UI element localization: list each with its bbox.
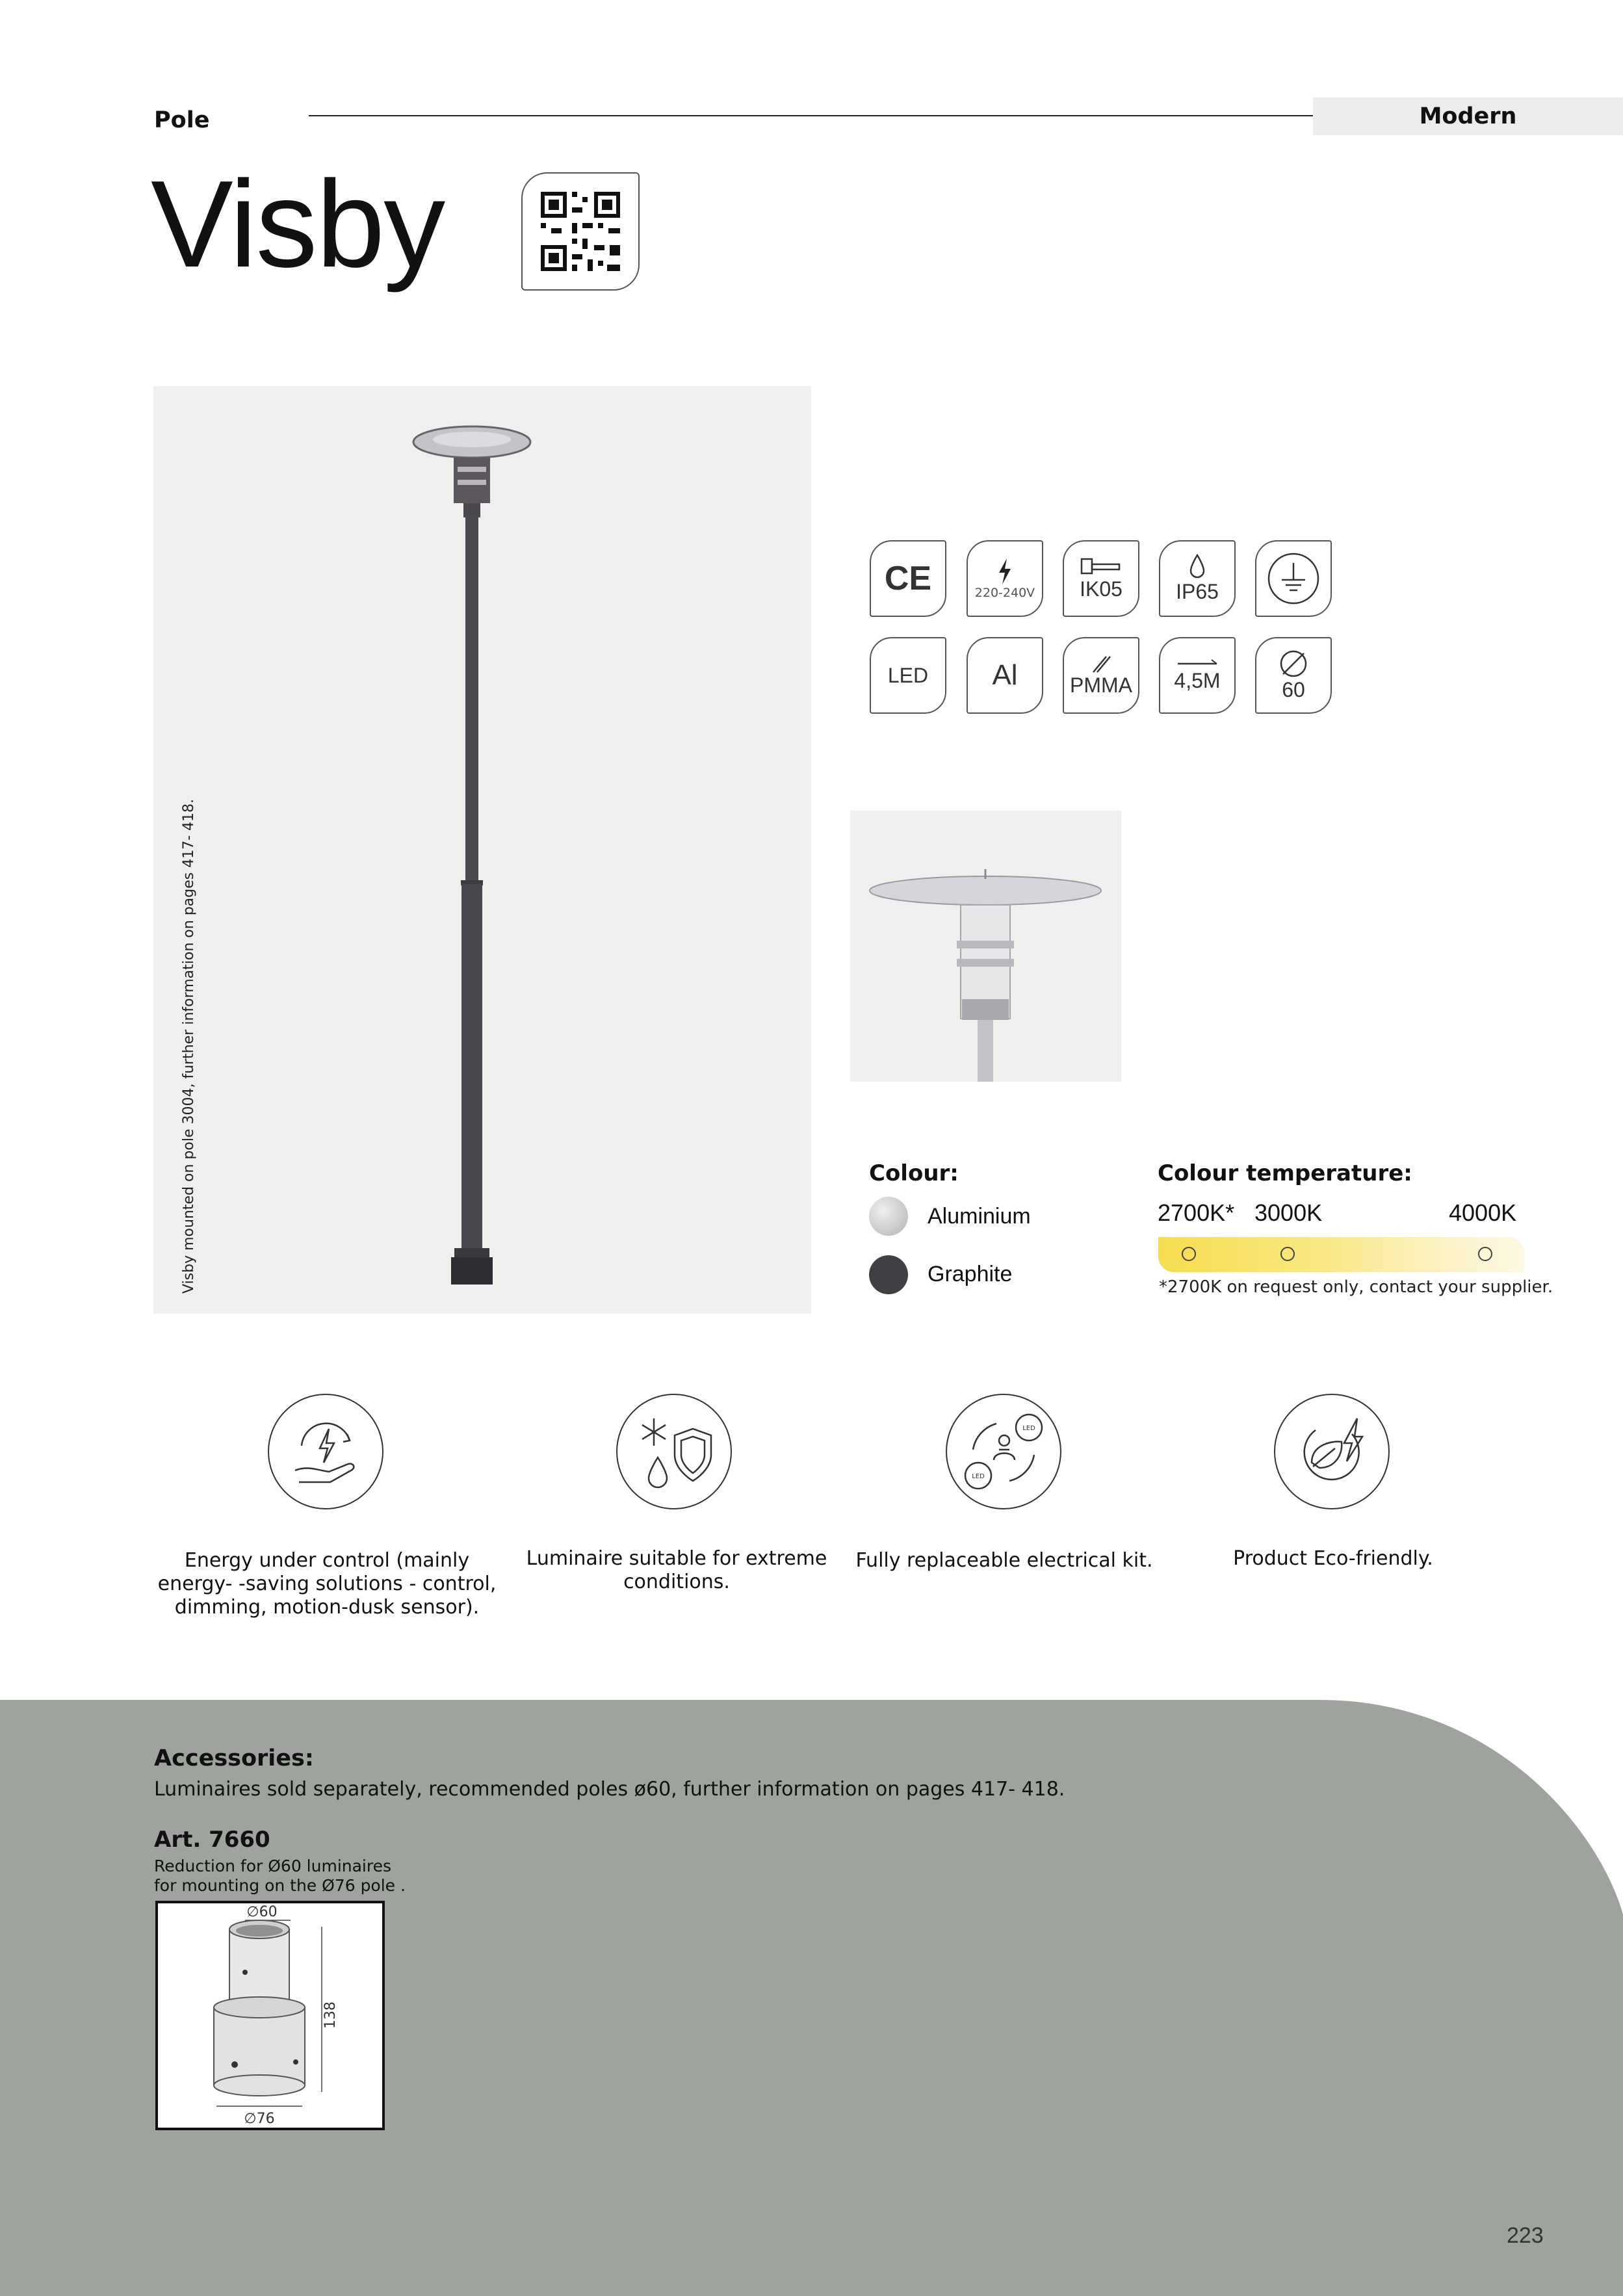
article-title: Art. 7660 [154,1827,270,1853]
temperature-heading: Colour temperature: [1158,1160,1412,1186]
voltage-label: 220-240V [974,586,1035,600]
impact-rating-icon [1063,540,1139,617]
replaceable-kit-icon [946,1394,1061,1509]
diameter-icon [1255,637,1332,714]
ip-label: IP65 [1176,579,1219,603]
temp-label-4000: 4000K [1449,1199,1517,1226]
photo-caption: Visby mounted on pole 3004, further information on pages 417- 418. [181,799,197,1294]
temp-label-3000: 3000K [1254,1199,1323,1226]
aluminium-label: Aluminium [928,1204,1031,1229]
feature-extreme-text: Luminaire suitable for extreme conditions. [526,1547,827,1593]
ce-mark-icon [870,540,946,617]
dimension-side-label: 138 [322,2002,339,2029]
diameter-symbol-icon [1279,649,1308,678]
diffuser-label: PMMA [1070,673,1132,697]
height-label: 4,5M [1174,668,1221,692]
graphite-swatch[interactable] [869,1255,908,1294]
header-divider [309,115,1313,116]
temperature-note: *2700K on request only, contact your supplier. [1159,1277,1553,1297]
feature-energy-text: Energy under control (mainly energy- -saving solutions - control, dimming, motion-dusk sensor). [157,1549,497,1619]
snowflake-shield-icon [616,1394,732,1509]
temp-label-2700: 2700K* [1158,1199,1235,1226]
eco-leaf-icon [1274,1394,1390,1509]
water-drop-icon [1189,554,1206,580]
main-product-photo [153,386,811,1314]
led-icon [870,637,946,714]
energy-hand-icon [268,1394,383,1509]
ip-rating-icon [1159,540,1236,617]
material-icon [967,637,1043,714]
aluminium-swatch[interactable] [869,1197,908,1236]
detail-product-photo [850,811,1121,1082]
lightning-icon [995,557,1015,586]
qr-code-icon[interactable] [521,172,640,291]
temperature-bar [1158,1237,1524,1272]
earth-ground-icon [1255,540,1332,617]
ce-label: CE [884,560,932,597]
diffuser-lines-icon [1089,654,1113,673]
article-description-line-2: for mounting on the Ø76 pole . [154,1876,406,1895]
article-description-line-1: Reduction for Ø60 luminaires [154,1857,392,1875]
reduction-adapter-drawing [155,1901,385,2130]
svg-text:LED: LED [1022,1425,1035,1432]
diameter-label: 60 [1282,677,1305,701]
ik-label: IK05 [1080,577,1123,601]
dimension-top-label: ∅60 [246,1904,278,1920]
height-icon [1159,637,1236,714]
feature-replaceable-text: Fully replaceable electrical kit. [855,1549,1153,1572]
page-number: 223 [1507,2223,1544,2248]
accessories-text: Luminaires sold separately, recommended poles ø60, further information on pages 417- 418. [154,1778,1065,1801]
feature-eco-text: Product Eco-friendly. [1233,1547,1433,1570]
graphite-label: Graphite [928,1262,1013,1286]
collection-label: Modern [1419,103,1517,129]
voltage-icon [967,540,1043,617]
svg-text:LED: LED [972,1473,985,1480]
hammer-icon [1080,556,1122,577]
collection-tab [1313,98,1623,135]
material-label: Al [992,659,1018,691]
colour-heading: Colour: [869,1160,959,1186]
ruler-icon [1176,659,1218,669]
dimension-bottom-label: ∅76 [244,2111,275,2127]
diffuser-icon [1063,637,1139,714]
category-label: Pole [154,107,210,133]
temp-option-3000[interactable] [1280,1247,1295,1261]
accessories-heading: Accessories: [154,1745,314,1771]
temp-option-4000[interactable] [1478,1247,1492,1261]
temp-option-2700[interactable] [1182,1247,1196,1261]
led-label: LED [887,663,929,687]
product-title: Visby [151,155,445,293]
